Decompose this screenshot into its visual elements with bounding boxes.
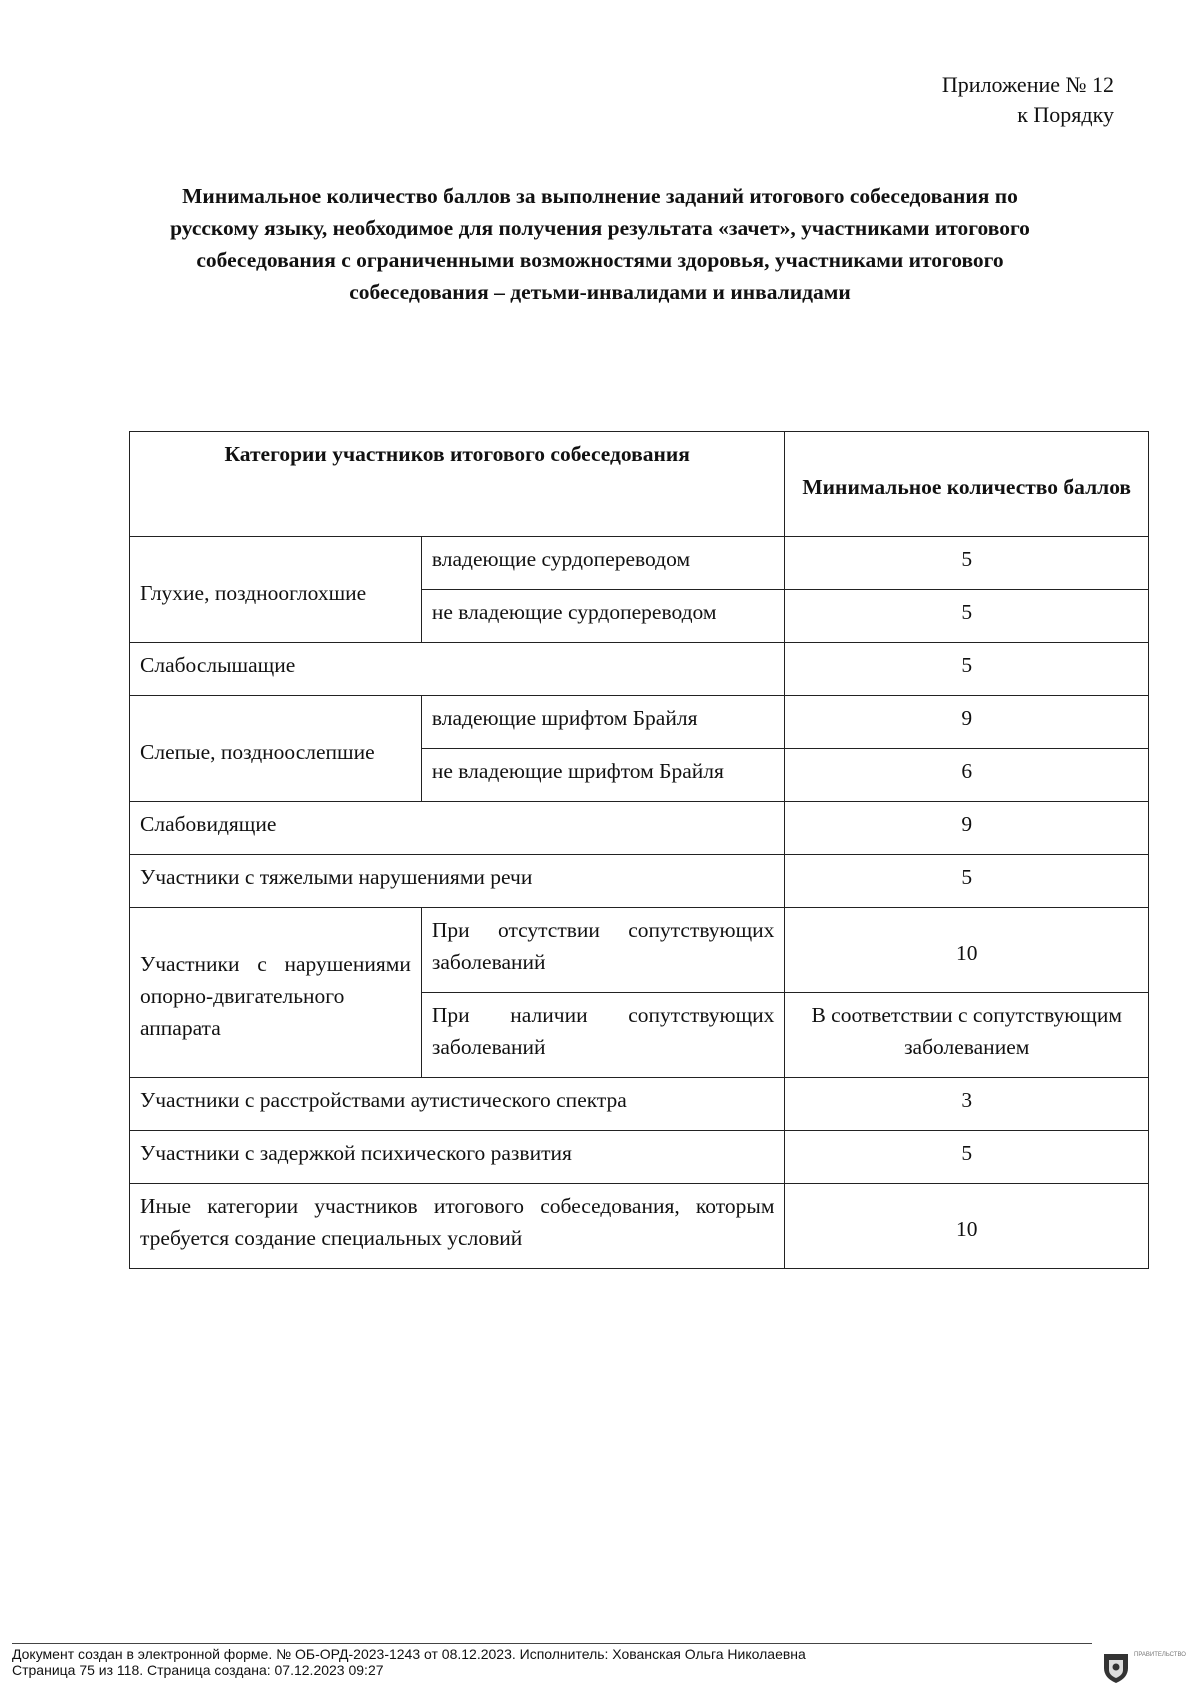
appendix-label xyxy=(942,70,1114,130)
category-cell: Слабовидящие xyxy=(130,802,785,855)
subcategory-cell: не владеющие шрифтом Брайля xyxy=(421,749,785,802)
table-row xyxy=(130,1078,1149,1131)
score-cell: 9 xyxy=(785,696,1149,749)
table-row xyxy=(130,1131,1149,1184)
table-row xyxy=(130,537,1149,590)
table-row xyxy=(130,643,1149,696)
footer-page-info: Страница 75 из 118. Страница создана: 07.12.2023 09:27 xyxy=(12,1662,384,1678)
table-row xyxy=(130,802,1149,855)
score-cell: 5 xyxy=(785,643,1149,696)
category-cell: Слепые, поздноослепшие xyxy=(130,696,422,802)
table-row xyxy=(130,1184,1149,1269)
subcategory-cell: При отсутствии сопутствующих заболеваний xyxy=(421,908,785,993)
table-row xyxy=(130,855,1149,908)
emblem-caption: ПРАВИТЕЛЬСТВО xyxy=(1134,1652,1186,1658)
table-row xyxy=(130,908,1149,993)
subcategory-cell: владеющие сурдопереводом xyxy=(421,537,785,590)
category-cell: Участники с задержкой психического развития xyxy=(130,1131,785,1184)
score-cell: 5 xyxy=(785,590,1149,643)
score-cell: 3 xyxy=(785,1078,1149,1131)
score-cell: 10 xyxy=(785,1184,1149,1269)
score-cell: В соответствии с сопутствующим заболеванием xyxy=(785,993,1149,1078)
score-cell: 5 xyxy=(785,1131,1149,1184)
document-title: Минимальное количество баллов за выполнение заданий итогового собеседования по русскому языку, необходимое для получения результата «зачет», участниками итогового собеседования с ограниченными возможностями здоровья, участниками итогового собеседования – детьми-инвалидами и инвалидами xyxy=(170,184,1030,304)
category-cell: Слабослышащие xyxy=(130,643,785,696)
table-header-row xyxy=(130,432,1149,537)
score-cell: 6 xyxy=(785,749,1149,802)
document-footer xyxy=(12,1646,1188,1678)
category-cell: Участники с расстройствами аутистического спектра xyxy=(130,1078,785,1131)
category-cell: Глухие, позднооглохшие xyxy=(130,537,422,643)
table-row xyxy=(130,696,1149,749)
appendix-number: Приложение № 12 xyxy=(941,72,1114,97)
category-cell: Участники с нарушениями опорно-двигательного аппарата xyxy=(130,908,422,1078)
score-cell: 10 xyxy=(785,908,1149,993)
score-cell: 5 xyxy=(785,855,1149,908)
header-category: Категории участников итогового собеседования xyxy=(130,432,785,537)
footer-document-info: Документ создан в электронной форме. № ОБ-ОРД-2023-1243 от 08.12.2023. Исполнитель: Хованская Ольга Николаевна xyxy=(12,1646,806,1662)
subcategory-cell: При наличии сопутствующих заболеваний xyxy=(421,993,785,1078)
category-cell: Участники с тяжелыми нарушениями речи xyxy=(130,855,785,908)
subcategory-cell: не владеющие сурдопереводом xyxy=(421,590,785,643)
appendix-reference: к Порядку xyxy=(1017,102,1114,127)
coat-of-arms-icon xyxy=(1101,1650,1131,1684)
score-cell: 9 xyxy=(785,802,1149,855)
scores-table xyxy=(129,431,1149,1269)
score-cell: 5 xyxy=(785,537,1149,590)
category-cell: Иные категории участников итогового собеседования, которым требуется создание специальных условий xyxy=(130,1184,785,1269)
footer-divider xyxy=(12,1643,1092,1644)
subcategory-cell: владеющие шрифтом Брайля xyxy=(421,696,785,749)
header-min-score: Минимальное количество баллов xyxy=(785,432,1149,537)
